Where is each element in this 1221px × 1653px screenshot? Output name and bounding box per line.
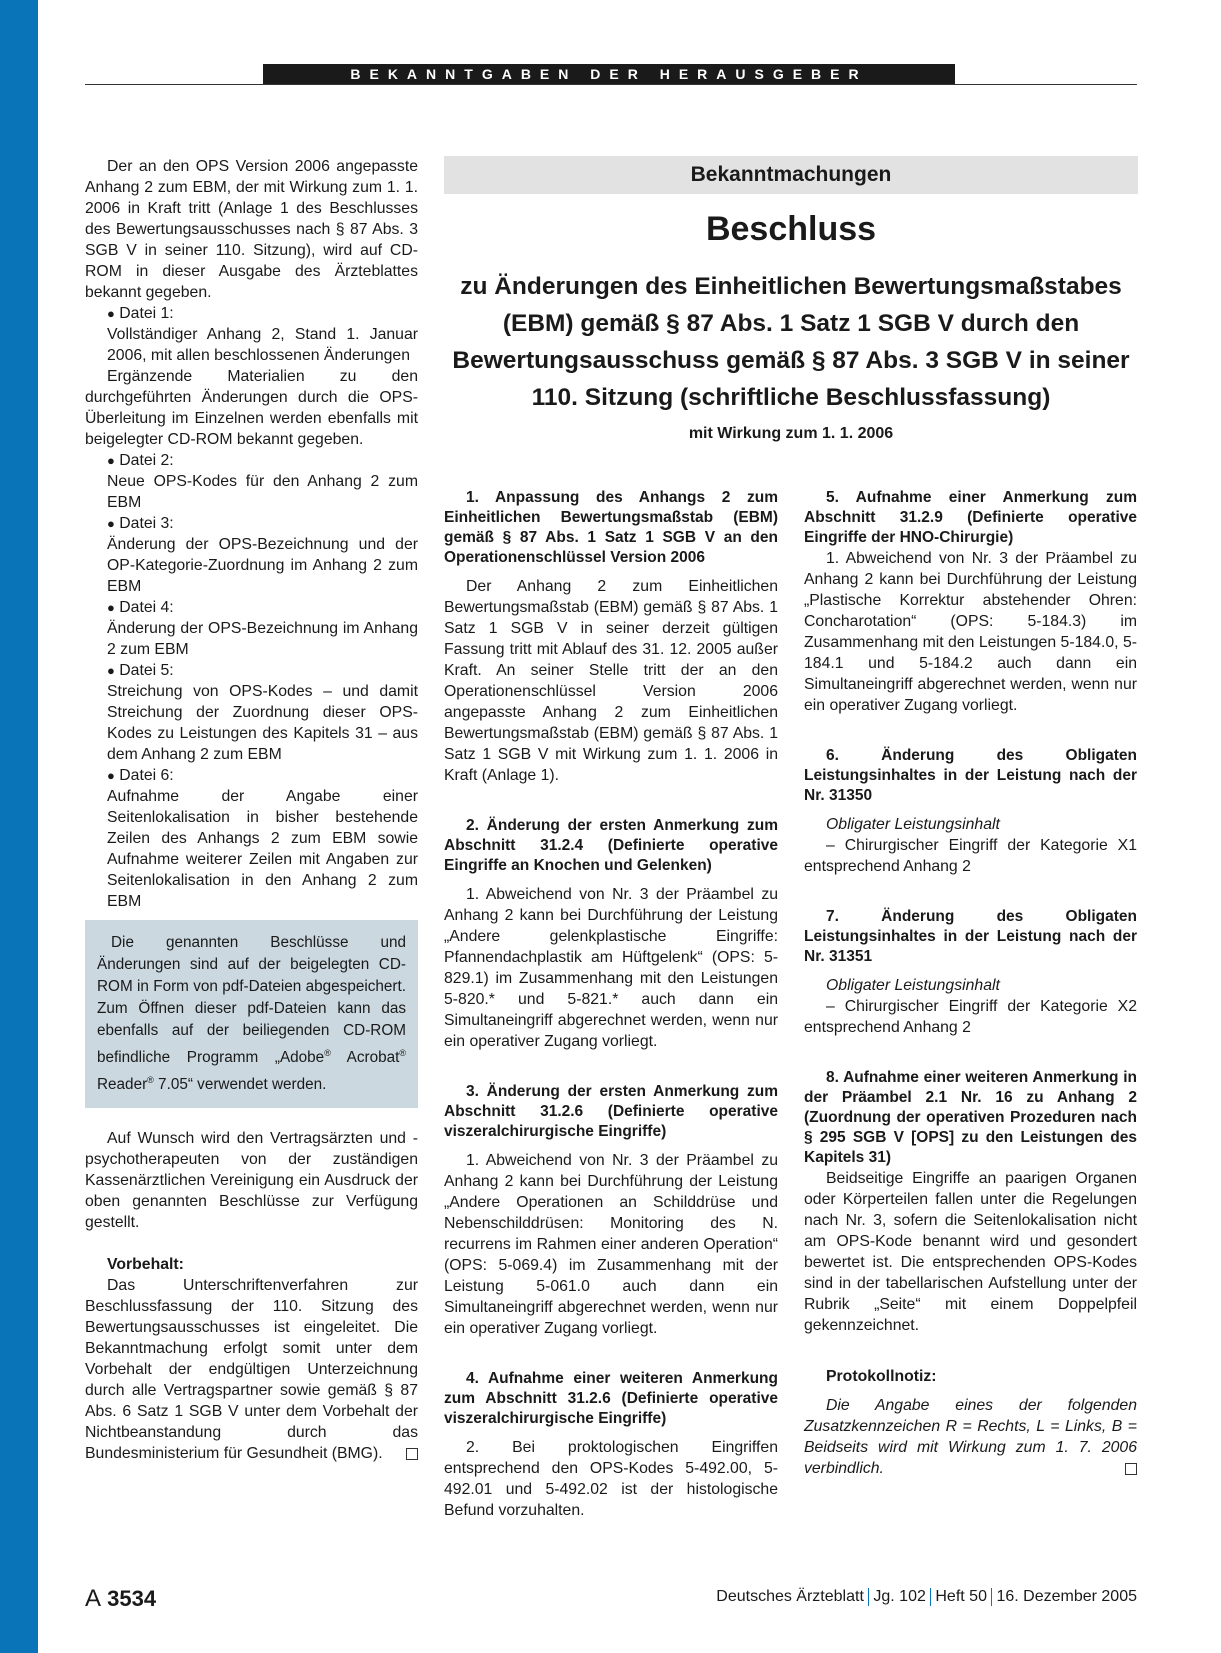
file-5: ● Datei 5: — [107, 662, 174, 679]
section-6-label: Obligater Leistungsinhalt — [826, 816, 1000, 833]
section-4-body: 2. Bei proktologischen Eingriffen entsprechend den OPS-Kodes 5-492.00, 5-492.01 und 5-492.02 ist der histologische Befund vorzuhalten. — [444, 1439, 778, 1519]
section-header-band: BEKANNTGABEN DER HERAUSGEBER — [263, 64, 955, 84]
announcements-banner: Bekanntmachungen — [444, 156, 1138, 194]
file-6: ● Datei 6: — [107, 767, 174, 784]
bullet-icon: ● — [107, 516, 115, 531]
file-1-text: Vollständiger Anhang 2, Stand 1. Januar 2006, mit allen beschlossenen Änderungen — [107, 326, 418, 364]
journal-volume: Jg. 102 — [873, 1588, 926, 1606]
journal-footer — [716, 1588, 1137, 1606]
section-8-body: Beidseitige Eingriffe an paarigen Organen oder Körperteilen fallen unter die Regelungen nach Nr. 3, sofern die Seitenlokalisation nicht am OPS-Kode benannt wird und gesondert bewertet ist. Die entsprechenden OPS-Kodes sind in der tabellarischen Aufstellung unter der Rubrik „Seite“ mit einem Doppelpfeil gekennzeichnet. — [804, 1170, 1137, 1334]
section-6-body: – Chirurgischer Eingriff der Kategorie X1 entsprechend Anhang 2 — [804, 837, 1137, 875]
reservation-paragraph: Das Unterschriftenverfahren zur Beschlussfassung der 110. Sitzung des Bewertungsausschusses ist eingeleitet. Die Bekanntmachung erfolgt somit unter dem Vorbehalt der endgültigen Unterzeichnung durch alle Vertragspartner sowie gemäß § 87 Abs. 6 Satz 1 SGB V unter dem Vorbehalt der Nichtbeanstandung durch das Bundesministerium für Gesundheit (BMG). — [85, 1277, 418, 1463]
section-2-body: 1. Abweichend von Nr. 3 der Präambel zu Anhang 2 kann bei Durchführung der Leistung „Andere gelenkplastische Eingriffe: Pfannendachplastik am Hüftgelenk“ (OPS: 5-829.1) im Zusammenhang mit den Leistungen 5-820.* und 5-821.* auch dann ein Simultaneingriff abgerechnet werden, wenn nur ein operativer Zugang vorliegt. — [444, 886, 778, 1050]
section-7-title: 7. Änderung des Obligaten Leistungsinhaltes in der Leistung nach der Nr. 31351 — [804, 908, 1137, 965]
cd-rom-info-text: Die genannten Beschlüsse und Änderungen sind auf der beigelegten CD-ROM in Form von pdf-Dateien abgespeichert. Zum Öffnen dieser pdf-Dateien kann das ebenfalls auf der beiliegenden CD-ROM befindliche Programm „Adobe® Acrobat® Reader® 7.05“ verwendet werden. — [97, 934, 406, 1094]
column-left — [85, 156, 418, 1464]
page-number: A 3534 — [85, 1585, 157, 1612]
section-5-body: 1. Abweichend von Nr. 3 der Präambel zu Anhang 2 kann bei Durchführung der Leistung „Plastische Korrektur abstehender Ohren: Concharotation“ (OPS: 5-184.3) im Zusammenhang mit den Leistungen 5-184.0, 5-184.1 und 5-184.2 auch dann ein Simultaneingriff abgerechnet werden, wenn nur ein operativer Zugang vorliegt. — [804, 550, 1137, 714]
section-4-title: 4. Aufnahme einer weiteren Anmerkung zum Abschnitt 31.2.6 (Definierte operative viszeralchirurgische Eingriffe) — [444, 1370, 778, 1427]
file-1: ● Datei 1: — [107, 305, 174, 322]
section-5-title: 5. Aufnahme einer Anmerkung zum Abschnitt 31.2.9 (Definierte operative Eingriffe der HNO-Chirurgie) — [804, 489, 1137, 546]
file-3: ● Datei 3: — [107, 515, 174, 532]
footer-separator — [991, 1588, 993, 1606]
request-paragraph: Auf Wunsch wird den Vertragsärzten und -psychotherapeuten von der zuständigen Kassenärztlichen Vereinigung ein Ausdruck der oben genannten Beschlüsse zur Verfügung gestellt. — [85, 1130, 418, 1232]
cd-rom-info-box — [85, 920, 418, 1108]
page-title: Beschluss — [705, 210, 877, 248]
left-margin-bar — [0, 0, 38, 1653]
section-6-title: 6. Änderung des Obligaten Leistungsinhaltes in der Leistung nach der Nr. 31350 — [804, 747, 1137, 804]
column-middle — [444, 488, 778, 1521]
section-1-title: 1. Anpassung des Anhangs 2 zum Einheitlichen Bewertungsmaßstab (EBM) gemäß § 87 Abs. 1 Satz 1 SGB V an den Operationenschlüssel Version 2006 — [444, 489, 778, 566]
footer-separator — [930, 1588, 932, 1606]
file-6-text: Aufnahme der Angabe einer Seitenlokalisation in bisher bestehende Zeilen des Anhangs 2 zum EBM sowie Aufnahme weiterer Zeilen mit Angaben zur Seitenlokalisation in den Anhang 2 zum EBM — [107, 788, 418, 910]
file-5-text: Streichung von OPS-Kodes – und damit Streichung der Zuordnung dieser OPS-Kodes zu Leistungen des Kapitels 31 – aus dem Anhang 2 zum EBM — [107, 683, 418, 763]
bullet-icon: ● — [107, 768, 115, 783]
file-4-text: Änderung der OPS-Bezeichnung im Anhang 2 zum EBM — [107, 620, 418, 658]
effective-date: mit Wirkung zum 1. 1. 2006 — [688, 425, 894, 442]
journal-date: 16. Dezember 2005 — [996, 1588, 1137, 1606]
intro-paragraph: Der an den OPS Version 2006 angepasste Anhang 2 zum EBM, der mit Wirkung zum 1. 1. 2006 in Kraft tritt (Anlage 1 des Beschlusses des Bewertungsausschusses nach § 87 Abs. 3 SGB V in seiner 110. Sitzung), wird auf CD-ROM in dieser Ausgabe des Ärzteblattes bekannt gegeben. — [85, 158, 418, 301]
section-2-title: 2. Änderung der ersten Anmerkung zum Abschnitt 31.2.4 (Definierte operative Eingriffe an Knochen und Gelenken) — [444, 817, 778, 874]
protocol-note-body: Die Angabe eines der folgenden Zusatzkennzeichen R = Rechts, L = Links, B = Beidseits wird mit Wirkung zum 1. 7. 2006 verbindlich. — [804, 1397, 1137, 1477]
section-3-body: 1. Abweichend von Nr. 3 der Präambel zu Anhang 2 kann bei Durchführung der Leistung „Andere Operationen an Schilddrüse und Nebenschilddrüsen: Monitoring des N. recurrens im Rahmen einer anderen Operation“ (OPS: 5-069.4) im Zusammenhang mit der Leistung 5-061.0 auch dann ein Simultaneingriff abgerechnet werden, wenn nur ein operativer Zugang vorliegt. — [444, 1152, 778, 1337]
end-mark-icon — [406, 1448, 418, 1460]
journal-issue: Heft 50 — [935, 1588, 987, 1606]
file-4: ● Datei 4: — [107, 599, 174, 616]
section-1-body: Der Anhang 2 zum Einheitlichen Bewertungsmaßstab (EBM) gemäß § 87 Abs. 1 Satz 1 SGB V in seiner derzeit gültigen Fassung tritt mit Ablauf des 31. 12. 2005 außer Kraft. An seiner Stelle tritt der an den Operationenschlüssel Version 2006 angepasste Anhang 2 zum Einheitlichen Bewertungsmaßstab (EBM) gemäß § 87 Abs. 1 Satz 1 SGB V mit Wirkung zum 1. 1. 2006 in Kraft (Anlage 1). — [444, 578, 778, 784]
header-rule — [85, 84, 1137, 85]
section-7-label: Obligater Leistungsinhalt — [826, 977, 1000, 994]
bullet-icon: ● — [107, 306, 115, 321]
supplement-note: Ergänzende Materialien zu den durchgeführten Änderungen durch die OPS-Überleitung im Einzelnen werden ebenfalls mit beigelegter CD-ROM bekannt gegeben. — [85, 368, 418, 448]
column-right — [804, 488, 1137, 1479]
journal-name: Deutsches Ärzteblatt — [716, 1588, 864, 1606]
section-3-title: 3. Änderung der ersten Anmerkung zum Abschnitt 31.2.6 (Definierte operative viszeralchirurgische Eingriffe) — [444, 1083, 778, 1140]
bullet-icon: ● — [107, 663, 115, 678]
file-2: ● Datei 2: — [107, 452, 174, 469]
reservation-heading: Vorbehalt: — [107, 1256, 184, 1274]
bullet-icon: ● — [107, 453, 115, 468]
section-7-body: – Chirurgischer Eingriff der Kategorie X2 entsprechend Anhang 2 — [804, 998, 1137, 1036]
end-mark-icon — [1125, 1463, 1137, 1475]
resolution-subtitle: zu Änderungen des Einheitlichen Bewertungsmaßstabes (EBM) gemäß § 87 Abs. 1 Satz 1 SGB V durch den Bewertungsausschuss gemäß § 87 Abs. 3 SGB V in seiner 110. Sitzung (schriftliche Beschlussfassung) — [452, 273, 1130, 411]
footer-separator — [868, 1588, 870, 1606]
file-3-text: Änderung der OPS-Bezeichnung und der OP-Kategorie-Zuordnung im Anhang 2 zum EBM — [107, 536, 418, 595]
bullet-icon: ● — [107, 600, 115, 615]
protocol-note-heading: Protokollnotiz: — [826, 1368, 937, 1385]
file-2-text: Neue OPS-Kodes für den Anhang 2 zum EBM — [107, 473, 418, 511]
section-8-title: 8. Aufnahme einer weiteren Anmerkung in der Präambel 2.1 Nr. 16 zu Anhang 2 (Zuordnung der operativen Prozeduren nach § 295 SGB V [OPS] zu den Leistungen des Kapitels 31) — [804, 1069, 1137, 1166]
